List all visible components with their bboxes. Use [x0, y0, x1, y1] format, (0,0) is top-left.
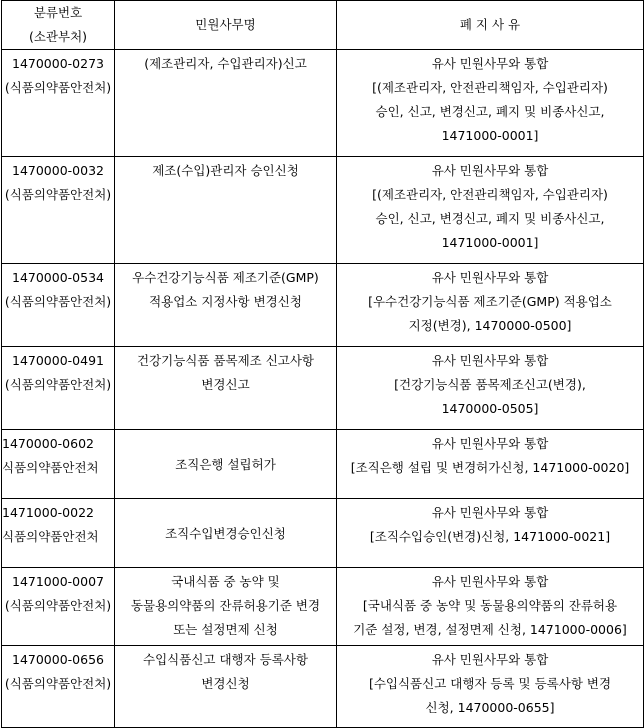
- classification-cell: [2, 568, 115, 646]
- department: 식품의약품안전처: [2, 529, 99, 544]
- service-code: 1470000-0656: [12, 652, 104, 667]
- reason-line: [수입식품신고 대행자 등록 및 등록사항 변경: [368, 676, 612, 691]
- reason-line: [건강기능식품 품목제조신고(변경),: [394, 377, 586, 392]
- header-classification: [2, 1, 115, 50]
- service-name-line: 또는 설정면제 신청: [173, 622, 278, 637]
- classification-cell: [2, 264, 115, 347]
- department: (식품의약품안전처): [4, 377, 112, 392]
- reason-line: [조직은행 설립 및 변경허가신청, 1471000-0020]: [350, 460, 630, 475]
- header-service-name-label: 민원사무명: [195, 17, 256, 32]
- service-name-line: 우수건강기능식품 제조기준(GMP): [132, 270, 319, 285]
- service-name-cell: [115, 264, 337, 347]
- service-name-cell: [115, 157, 337, 264]
- header-abolish-reason: [337, 1, 644, 50]
- service-code: 1470000-0032: [12, 163, 104, 178]
- classification-cell: [2, 347, 115, 430]
- reason-line: 유사 민원사무와 통합: [431, 163, 549, 178]
- reason-line: 유사 민원사무와 통합: [431, 652, 549, 667]
- service-name-cell: [115, 50, 337, 157]
- service-name-line: 건강기능식품 품목제조 신고사항: [137, 353, 314, 368]
- service-name-line: 조직은행 설립허가: [175, 457, 276, 472]
- department: (식품의약품안전처): [4, 598, 112, 613]
- service-name-line: 변경신고: [201, 377, 250, 392]
- table-row: [2, 430, 644, 499]
- reason-cell: [337, 264, 644, 347]
- reason-line: 1471000-0001]: [441, 235, 539, 250]
- service-name-line: 국내식품 중 농약 및: [171, 574, 280, 589]
- table-row: [2, 50, 644, 157]
- reason-cell: [337, 347, 644, 430]
- service-name-line: 조직수입변경승인신청: [165, 526, 286, 541]
- table-row: [2, 646, 644, 728]
- reason-line: 1470000-0505]: [441, 401, 539, 416]
- abolished-services-table: [1, 0, 644, 728]
- service-name-cell: [115, 646, 337, 728]
- reason-cell: [337, 50, 644, 157]
- table-row: [2, 347, 644, 430]
- reason-line: 지정(변경), 1470000-0500]: [408, 318, 572, 333]
- classification-cell: [2, 430, 115, 499]
- reason-line: [우수건강기능식품 제조기준(GMP) 적용업소: [368, 294, 612, 309]
- reason-line: 신청, 1470000-0655]: [425, 700, 555, 715]
- reason-line: 유사 민원사무와 통합: [431, 505, 549, 520]
- reason-line: [조직수입승인(변경)신청, 1471000-0021]: [369, 529, 611, 544]
- department: (식품의약품안전처): [4, 294, 112, 309]
- classification-cell: [2, 499, 115, 568]
- reason-cell: [337, 646, 644, 728]
- classification-cell: [2, 50, 115, 157]
- reason-cell: [337, 157, 644, 264]
- header-row: [2, 1, 644, 50]
- department: 식품의약품안전처: [2, 460, 99, 475]
- service-name-line: 수입식품신고 대행자 등록사항: [143, 652, 308, 667]
- header-service-name: [115, 1, 337, 50]
- table-row: [2, 264, 644, 347]
- service-code: 1471000-0007: [12, 574, 104, 589]
- reason-line: [국내식품 중 농약 및 동물용의약품의 잔류허용: [362, 598, 618, 613]
- header-classification-line2: (소관부처): [28, 29, 88, 44]
- reason-line: 유사 민원사무와 통합: [431, 56, 549, 71]
- reason-line: 유사 민원사무와 통합: [431, 436, 549, 451]
- service-name-cell: [115, 430, 337, 499]
- reason-line: [(제조관리자, 안전관리책임자, 수입관리자): [372, 187, 608, 202]
- reason-line: 기준 설정, 변경, 설정면제 신청, 1471000-0006]: [353, 622, 627, 637]
- service-code: 1470000-0602: [2, 436, 94, 451]
- reason-cell: [337, 430, 644, 499]
- table-row: [2, 568, 644, 646]
- service-code: 1471000-0022: [2, 505, 94, 520]
- reason-line: 1471000-0001]: [441, 128, 539, 143]
- service-name-cell: [115, 347, 337, 430]
- service-name-cell: [115, 568, 337, 646]
- reason-line: [(제조관리자, 안전관리책임자, 수입관리자): [372, 80, 608, 95]
- service-name-line: (제조관리자, 수입관리자)신고: [144, 56, 307, 71]
- table-row: [2, 499, 644, 568]
- service-name-line: 변경신청: [201, 676, 250, 691]
- classification-cell: [2, 646, 115, 728]
- reason-line: 승인, 신고, 변경신고, 폐지 및 비종사신고,: [375, 104, 605, 119]
- service-name-line: 제조(수입)관리자 승인신청: [152, 163, 299, 178]
- reason-line: 승인, 신고, 변경신고, 폐지 및 비종사신고,: [375, 211, 605, 226]
- service-name-line: 적용업소 지정사항 변경신청: [149, 294, 302, 309]
- service-name-line: 동물용의약품의 잔류허용기준 변경: [130, 598, 321, 613]
- service-name-cell: [115, 499, 337, 568]
- service-code: 1470000-0491: [12, 353, 104, 368]
- reason-cell: [337, 499, 644, 568]
- header-classification-line1: 분류번호: [33, 5, 83, 20]
- table-row: [2, 157, 644, 264]
- service-code: 1470000-0273: [12, 56, 104, 71]
- reason-cell: [337, 568, 644, 646]
- reason-line: 유사 민원사무와 통합: [431, 574, 549, 589]
- department: (식품의약품안전처): [4, 187, 112, 202]
- header-abolish-reason-label: 폐 지 사 유: [459, 17, 521, 32]
- classification-cell: [2, 157, 115, 264]
- reason-line: 유사 민원사무와 통합: [431, 353, 549, 368]
- reason-line: 유사 민원사무와 통합: [431, 270, 549, 285]
- service-code: 1470000-0534: [12, 270, 104, 285]
- department: (식품의약품안전처): [4, 80, 112, 95]
- department: (식품의약품안전처): [4, 676, 112, 691]
